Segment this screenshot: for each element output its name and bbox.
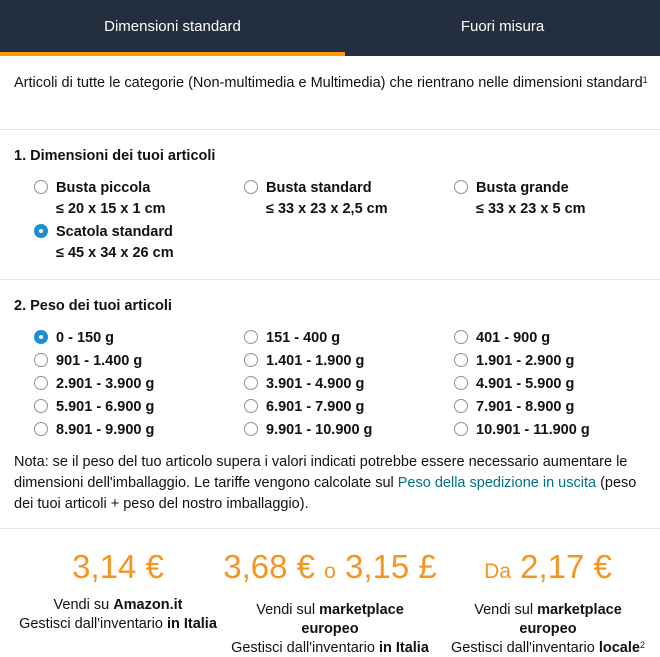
desc-text: Gestisci dall'inventario: [231, 640, 379, 656]
radio-button[interactable]: [454, 399, 468, 413]
option-size: ≤ 33 x 23 x 5 cm: [476, 201, 586, 217]
radio-button[interactable]: [34, 422, 48, 436]
price-local-inventory: [436, 548, 660, 657]
price-value-gbp: 3,15 £: [345, 548, 437, 585]
radio-button[interactable]: [34, 376, 48, 390]
price-amazon-it: [0, 548, 236, 634]
price-value-group: [436, 548, 660, 591]
option-label: Busta piccola: [56, 180, 151, 196]
desc-bold: marketplace: [537, 602, 622, 618]
option-label: 7.901 - 8.900 g: [476, 399, 575, 415]
radio-button[interactable]: [244, 180, 258, 194]
note-text-end: (peso dei tuoi articoli + peso del nostro imballaggio).: [14, 475, 637, 512]
intro-footnote: 1: [642, 75, 648, 85]
price-description: [0, 596, 236, 634]
price-european-marketplace: [218, 548, 442, 657]
price-value-eur: 3,68 €: [223, 548, 315, 585]
radio-button[interactable]: [244, 330, 258, 344]
option-label: 6.901 - 7.900 g: [266, 399, 365, 415]
option-size: ≤ 45 x 34 x 26 cm: [56, 245, 174, 261]
option-size: ≤ 33 x 23 x 2,5 cm: [266, 201, 388, 217]
price-connector: o: [324, 560, 336, 583]
radio-button[interactable]: [454, 376, 468, 390]
tab-dimensioni-standard[interactable]: Dimensioni standard: [104, 18, 241, 35]
radio-button-selected[interactable]: [34, 330, 48, 344]
option-label: 4.901 - 5.900 g: [476, 376, 575, 392]
price-footnote: 2: [639, 640, 645, 650]
option-label: 2.901 - 3.900 g: [56, 376, 155, 392]
intro-body: Articoli di tutte le categorie (Non-multimedia e Multimedia) che rientrano nelle dimensioni standard: [14, 75, 643, 91]
desc-text: Gestisci dall'inventario: [19, 616, 167, 632]
desc-bold: europeo: [301, 621, 359, 637]
radio-button[interactable]: [244, 422, 258, 436]
desc-bold: in Italia: [378, 640, 429, 656]
radio-button[interactable]: [244, 399, 258, 413]
option-label: Scatola standard: [56, 224, 173, 240]
divider: [0, 279, 660, 280]
tab-fuori-misura[interactable]: Fuori misura: [460, 18, 545, 35]
outbound-weight-link[interactable]: Peso della spedizione in uscita: [397, 475, 597, 491]
desc-text: Vendi sul: [474, 602, 538, 618]
option-label: 9.901 - 10.900 g: [266, 422, 373, 438]
radio-button[interactable]: [454, 422, 468, 436]
price-prefix: Da: [484, 560, 511, 583]
radio-button[interactable]: [34, 353, 48, 367]
option-label: 1.401 - 1.900 g: [266, 353, 365, 369]
option-label: 901 - 1.400 g: [56, 353, 143, 369]
option-label: 10.901 - 11.900 g: [476, 422, 590, 438]
dimensions-section-title: 1. Dimensioni dei tuoi articoli: [14, 148, 216, 164]
active-tab-indicator: [0, 52, 345, 56]
weight-section-title: 2. Peso dei tuoi articoli: [14, 298, 172, 314]
desc-bold: Amazon.it: [113, 597, 183, 613]
option-size: ≤ 20 x 15 x 1 cm: [56, 201, 166, 217]
weight-note: [14, 452, 650, 515]
desc-text: Vendi sul: [256, 602, 320, 618]
radio-button-selected[interactable]: [34, 224, 48, 238]
desc-bold: marketplace: [319, 602, 404, 618]
radio-button[interactable]: [454, 330, 468, 344]
option-label: 8.901 - 9.900 g: [56, 422, 155, 438]
desc-bold: in Italia: [166, 616, 217, 632]
desc-text: Gestisci dall'inventario: [451, 640, 599, 656]
radio-button[interactable]: [454, 353, 468, 367]
option-label: 0 - 150 g: [56, 330, 115, 346]
option-label: Busta grande: [476, 180, 569, 196]
desc-bold: europeo: [519, 621, 577, 637]
price-value: 3,14 €: [72, 548, 164, 585]
radio-button[interactable]: [244, 376, 258, 390]
price-description: [436, 601, 660, 657]
radio-button[interactable]: [244, 353, 258, 367]
intro-text: [14, 73, 650, 94]
option-label: 3.901 - 4.900 g: [266, 376, 365, 392]
price-value-group: [218, 548, 442, 591]
option-label: 1.901 - 2.900 g: [476, 353, 575, 369]
note-text: Nota: se il peso del tuo articolo supera i valori indicati potrebbe essere necessario aumentare le dimensioni dell'imballaggio. Le tariffe vengono calcolate sul: [14, 454, 628, 491]
radio-button[interactable]: [34, 180, 48, 194]
option-label: 151 - 400 g: [266, 330, 341, 346]
option-label: Busta standard: [266, 180, 372, 196]
divider: [0, 129, 660, 130]
desc-bold: locale: [598, 640, 640, 656]
divider: [0, 528, 660, 529]
tab-bar: [0, 0, 660, 56]
desc-text: Vendi su: [53, 597, 114, 613]
radio-button[interactable]: [454, 180, 468, 194]
radio-button[interactable]: [34, 399, 48, 413]
price-value: 2,17 €: [520, 548, 612, 585]
option-label: 401 - 900 g: [476, 330, 551, 346]
option-label: 5.901 - 6.900 g: [56, 399, 155, 415]
price-description: [218, 601, 442, 657]
